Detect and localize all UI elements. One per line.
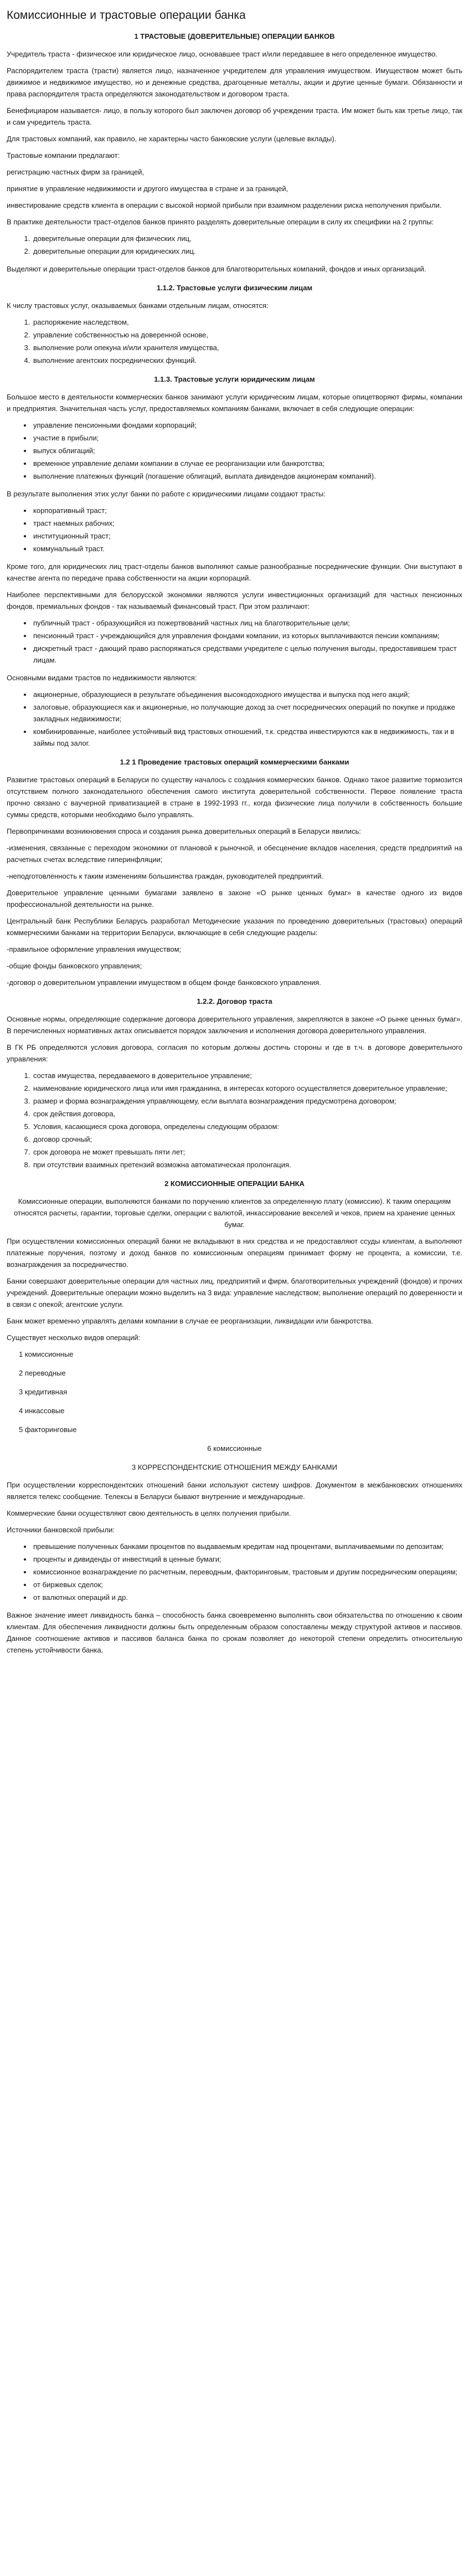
list-item: 5 факторинговые: [19, 1425, 77, 1434]
section-heading: 2 КОМИССИОННЫЕ ОПЕРАЦИИ БАНКА: [164, 1179, 305, 1188]
section-heading: 3 КОРРЕСПОНДЕНТСКИЕ ОТНОШЕНИЯ МЕЖДУ БАНКАМИ: [132, 1463, 337, 1471]
bullet-list: [7, 689, 462, 749]
list-item: 3 кредитивная: [19, 1388, 68, 1396]
paragraph: Центральный банк Республики Беларусь разработал Методические указания по проведению доверительных (трастовых) операций коммерческими банками на территории Беларуси, включающие в себя следующие разделы:: [7, 917, 462, 937]
list-item: • выполнение платежных функций (погашение облигаций, выплата дивидендов акционерам компаний).: [32, 470, 462, 482]
list-item: • комбинированные, наиболее устойчивый вид трастовых отношений, т.к. средства инвестируются как в недвижимость, так и в займы под залог.: [32, 726, 462, 749]
paragraph: Кроме того, для юридических лиц траст-отделы банков выполняют самые разнообразные посреднические функции. Они выступают в качестве агента по передаче права собственности на акции корпораций.: [7, 562, 462, 582]
bullet-list: [7, 419, 462, 482]
paragraph: В результате выполнения этих услуг банки по работе с юридическими лицами создают трасты:: [7, 490, 326, 498]
section-heading: 1.2.2. Договор траста: [197, 997, 272, 1005]
list-item: • залоговые, образующиеся как и акционерные, но получающие доход за счет посреднических операций по покупке и продаже закладных недвижимости;: [32, 701, 462, 725]
page-title: Комиссионные и трастовые операции банка: [7, 9, 246, 22]
numbered-list: [7, 1070, 462, 1171]
list-item: • коммунальный траст.: [32, 543, 462, 555]
paragraph: Первопричинами возникновения спроса и создания рынка доверительных операций в Беларуси явились:: [7, 827, 361, 835]
list-item: 2 переводные: [19, 1369, 66, 1377]
list-item: • акционерные, образующиеся в результате объединения высокодоходного имущества и выпуска под него акций;: [32, 689, 462, 700]
paragraph: Доверительное управление ценными бумагами заявлено в законе «О рынке ценных бумаг» в качестве одного из видов профессиональной деятельности на рынке.: [7, 889, 462, 909]
paragraph: Основными видами трастов по недвижимости являются:: [7, 674, 197, 682]
paragraph: принятие в управление недвижимости и другого имущества в стране и за границей,: [7, 184, 288, 193]
list-item: • публичный траст - образующийся из пожертвований частных лиц на благотворительные цели;: [32, 617, 462, 629]
list-item: 3. выполнение роли опекуна и/или хранителя имущества,: [32, 342, 462, 353]
numbered-list: [7, 233, 462, 257]
paragraph: регистрацию частных фирм за границей,: [7, 168, 145, 176]
paragraph: Наиболее перспективными для белорусской экономики являются услуги инвестиционных организаций для частных пенсионных фондов, премиальных фондов - так называемый финансовый траст. При этом различают:: [7, 591, 462, 610]
paragraph: Источники банковской прибыли:: [7, 1526, 115, 1534]
paragraph: Существует несколько видов операций:: [7, 1333, 141, 1342]
list-item: • траст наемных рабочих;: [32, 517, 462, 529]
list-item: 2. наименование юридического лица или имя гражданина, в интересах которого осуществляется доверительное управление;: [32, 1082, 462, 1094]
paragraph: -договор о доверительном управлении имуществом в общем фонде банковского управления.: [7, 978, 321, 987]
list-item: 1 комиссионные: [19, 1350, 74, 1358]
document-body: [7, 30, 462, 1656]
paragraph: Комиссионные операции, выполняются банками по поручению клиентов за определенную плату (комиссию). К таким операциям относятся расчеты, гарантии, торговые сделки, операции с валютой, инкассирование векселей и чеков, прием на хранение ценных бумаг.: [14, 1197, 455, 1229]
list-item: • превышение полученных банками процентов по выдаваемым кредитам над процентами, выплачиваемыми по депозитам;: [32, 1541, 462, 1552]
paragraph: Банк может временно управлять делами компании в случае ее реорганизации, ликвидации или банкротства.: [7, 1317, 373, 1325]
paragraph: Развитие трастовых операций в Беларуси по существу началось с создания коммерческих банков. Однако такое развитие тормозится отсутствием полного законодательного обеспечения самого института доверительной собственности. Первое появление траста прочно связано с ваучерной приватизацией в стране в 1992-1993 гг., когда физические лица получили в собственность большие суммы средств, которыми необходимо было управлять.: [7, 776, 462, 819]
list-item: 6. договор срочный;: [32, 1133, 462, 1145]
numbered-list: [7, 316, 462, 366]
paragraph: Для трастовых компаний, как правило, не характерны часто банковские услуги (целевые вклады).: [7, 135, 337, 143]
paragraph: -изменения, связанные с переходом экономики от плановой к рыночной, и обесценение вкладов населения, средств предприятий на расчетных счетах вследствие гиперинфляции;: [7, 844, 462, 864]
section-heading: 1 ТРАСТОВЫЕ (ДОВЕРИТЕЛЬНЫЕ) ОПЕРАЦИИ БАНКОВ: [134, 32, 335, 40]
paragraph: К числу трастовых услуг, оказываемых банками отдельным лицам, относятся:: [7, 301, 269, 310]
list-item: • от валютных операций и др.: [32, 1592, 462, 1603]
list-item: • пенсионный траст - учреждающийся для управления фондами компании, из которых выплачиваются пенсии компаниям;: [32, 630, 462, 642]
bullet-list: [7, 617, 462, 666]
bullet-list: [7, 505, 462, 555]
section-heading: 1.1.3. Трастовые услуги юридическим лицам: [154, 375, 315, 383]
list-item: 4 инкассовые: [19, 1407, 65, 1415]
list-item: 4. выполнение агентских посреднических функций.: [32, 355, 462, 366]
list-item: • корпоративный траст;: [32, 505, 462, 516]
list-item: • управление пенсионными фондами корпораций;: [32, 419, 462, 431]
list-item: • от биржевых сделок;: [32, 1579, 462, 1590]
paragraph: В ГК РБ определяются условия договора, согласия по которым должны достичь стороны и где в т.ч. в договоре доверительного управления:: [7, 1043, 462, 1063]
paragraph: инвестирование средств клиента в операции с высокой нормой прибыли при взаимном разделении риска неполучения прибыли.: [7, 201, 442, 209]
list-item: 1. доверительные операции для физических лиц,: [32, 233, 462, 244]
paragraph: Выделяют и доверительные операции траст-отделов банков для благотворительных компаний, фондов и иных организаций.: [7, 265, 426, 273]
paragraph: Учредитель траста - физическое или юридическое лицо, основавшее траст и/или передавшее в него определенное имущество.: [7, 50, 437, 58]
list-item: • дискретный траст - дающий право распоряжаться средствами учредителе с целью получения выгоды, предоставившем траст лицам.: [32, 643, 462, 666]
paragraph: При осуществлении корреспондентских отношений банки используют систему шифров. Документом в межбанковских отношениях является телекс сообщение. Телексы в Беларуси бывают внутренние и международные.: [7, 1481, 462, 1501]
list-item: 4. срок действия договора,: [32, 1108, 462, 1120]
list-item: • институционный траст;: [32, 530, 462, 542]
paragraph: Распорядителем траста (трасти) является лицо, назначенное учредителем для управления имуществом. Имуществом может быть движимое и недвижимое имущество, но и денежные средства, драгоценные металлы, акции и другие ценные бумаги. Обязанности и права распорядителя траста определяются законодательством и договором траста.: [7, 66, 462, 98]
list-item: • временное управление делами компании в случае ее реорганизации или банкротства;: [32, 458, 462, 469]
paragraph: В практике деятельности траст-отделов банков принято разделять доверительные операции в силу их специфики на 2 группы:: [7, 218, 434, 226]
paragraph: 6 комиссионные: [207, 1444, 262, 1453]
paragraph: Трастовые компании предлагают:: [7, 151, 120, 160]
paragraph: Основные нормы, определяющие содержание договора доверительного управления, закрепляются в законе «О рынке ценных бумаг». В перечисленных нормативных актах описывается порядок заключения и исполнения договора доверительного управления.: [7, 1015, 462, 1035]
list-item: • выпуск облигаций;: [32, 445, 462, 456]
section-heading: 1.1.2. Трастовые услуги физическим лицам: [156, 284, 313, 292]
paragraph: -общие фонды банковского управления;: [7, 962, 142, 970]
bullet-list: [7, 1541, 462, 1603]
list-item: 1. состав имущества, передаваемого в доверительное управление;: [32, 1070, 462, 1081]
paragraph: Большое место в деятельности коммерческих банков занимают услуги юридическим лицам, которые опицетворяют фирмы, компании и предприятия. Значительная часть услуг, предоставляемых компаниям банками, включает в себя следующие операции:: [7, 393, 462, 413]
paragraph: -правильное оформление управления имуществом;: [7, 945, 182, 953]
list-item: 8. при отсутствии взаимных претензий возможна автоматическая пролонгация.: [32, 1159, 462, 1171]
list-item: 2. доверительные операции для юридических лиц.: [32, 245, 462, 257]
paragraph: -неподготовленность к таким изменениям большинства граждан, руководителей предприятий.: [7, 872, 324, 880]
section-heading: 1.2 1 Проведение трастовых операций коммерческими банками: [120, 758, 349, 766]
paragraph: Банки совершают доверительные операции для частных лиц, предприятий и фирм, благотворительных учреждений (фондов) и прочих учреждений. Доверительные операции можно выделить на 3 вида: управление наследством; выполнение операций по доверенности и в связи с опекой; агентские услуги.: [7, 1277, 462, 1308]
list-item: 1. распоряжение наследством,: [32, 316, 462, 328]
list-item: • проценты и дивиденды от инвестиций в ценные бумаги;: [32, 1553, 462, 1565]
operation-types-list: [7, 1348, 462, 1435]
paragraph: Коммерческие банки осуществляют свою деятельность в целях получения прибыли.: [7, 1509, 291, 1517]
list-item: 3. размер и форма вознаграждения управляющему, если выплата вознаграждения предусмотрена договором;: [32, 1095, 462, 1107]
list-item: • комиссионное вознаграждение по расчетным, переводным, факторинговым, трастовым и другим посредническим операциям;: [32, 1566, 462, 1578]
list-item: 2. управление собственностью на доверенной основе,: [32, 329, 462, 341]
paragraph: Бенефициаром называется- лицо, в пользу которого был заключен договор об учреждении траста. Им может быть как третье лицо, так и сам учредитель траста.: [7, 106, 462, 126]
paragraph: Важное значение имеет ликвидность банка – способность банка своевременно выполнять свои обязательства по отношению к своим клиентам. Для обеспечения ликвидности должны быть определенным образом сопоставлены между структурой активов и пассивов. Данное соотношение активов и пассивов баланса банка по срокам позволяет до некоторой степени определить относительную степень устойчивости банка.: [7, 1611, 462, 1654]
list-item: 5. Условия, касающиеся срока договора, определены следующим образом:: [32, 1121, 462, 1132]
paragraph: При осуществлении комиссионных операций банки не вкладывают в них средства и не предоставляют ссуды клиентам, а выполняют платежные поручения, поэтому и доход банков по комиссионным операциям принимает форму не процента, а комиссии, т.е. вознаграждения за посредничество.: [7, 1237, 462, 1269]
list-item: • участие в прибыли;: [32, 432, 462, 444]
list-item: 7. срок договора не может превышать пяти лет;: [32, 1146, 462, 1158]
